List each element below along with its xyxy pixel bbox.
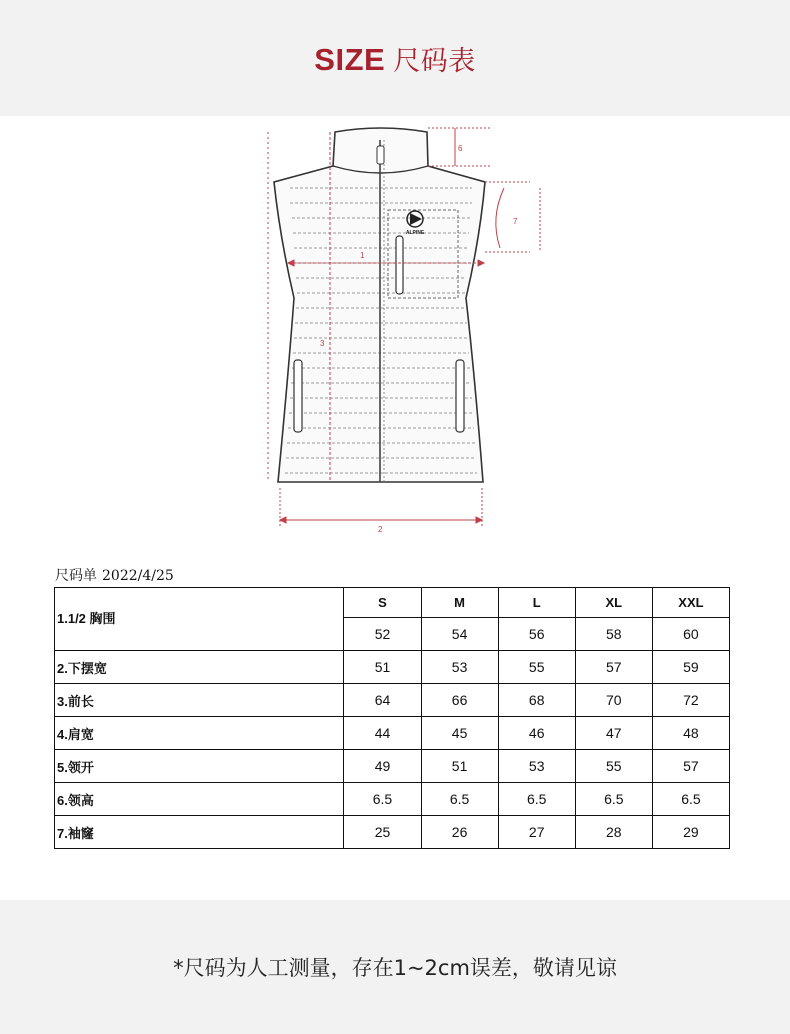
table-cell: 6.5 (498, 783, 575, 816)
table-cell: 55 (575, 750, 652, 783)
table-cell: 28 (575, 816, 652, 849)
table-cell: 60 (652, 618, 729, 651)
table-cell: 59 (652, 651, 729, 684)
row-label: 1.1/2 胸围 (55, 588, 344, 651)
mark-2: 2 (378, 525, 383, 534)
table-cell: 70 (575, 684, 652, 717)
table-cell: 53 (498, 750, 575, 783)
mark-6: 6 (458, 144, 463, 153)
table-cell: 55 (498, 651, 575, 684)
mark-7: 7 (513, 217, 518, 226)
table-cell: 46 (498, 717, 575, 750)
table-cell: 44 (344, 717, 421, 750)
table-cell: 47 (575, 717, 652, 750)
table-cell: 58 (575, 618, 652, 651)
size-header: L (498, 588, 575, 618)
left-pocket-zip (294, 360, 302, 432)
size-header: XL (575, 588, 652, 618)
table-cell: 6.5 (344, 783, 421, 816)
table-caption-date: 2022/4/25 (102, 568, 174, 584)
table-cell: 68 (498, 684, 575, 717)
brand-logo-text: ALPINE (405, 230, 425, 236)
row-label: 2.下摆宽 (55, 651, 344, 684)
mark-1: 1 (360, 251, 365, 260)
size-header-row (55, 588, 730, 618)
table-cell: 54 (421, 618, 498, 651)
chest-pocket-zip (396, 236, 403, 294)
size-table (54, 587, 730, 849)
table-caption (55, 565, 179, 585)
table-cell: 53 (421, 651, 498, 684)
table-cell: 72 (652, 684, 729, 717)
table-row (55, 651, 730, 684)
table-cell: 66 (421, 684, 498, 717)
row-label: 7.袖窿 (55, 816, 344, 849)
table-row (55, 717, 730, 750)
table-row (55, 684, 730, 717)
table-cell: 52 (344, 618, 421, 651)
table-cell: 57 (652, 750, 729, 783)
size-header: XXL (652, 588, 729, 618)
size-header: S (344, 588, 421, 618)
title-zh: 尺码表 (393, 45, 476, 77)
table-row (55, 750, 730, 783)
table-cell: 48 (652, 717, 729, 750)
table-cell: 51 (421, 750, 498, 783)
footer-band (0, 900, 790, 1034)
table-cell: 25 (344, 816, 421, 849)
row-label: 4.肩宽 (55, 717, 344, 750)
table-caption-label: 尺码单 (55, 568, 97, 584)
table-cell: 29 (652, 816, 729, 849)
header-band (0, 0, 790, 116)
right-pocket-zip (456, 360, 464, 432)
table-row (55, 783, 730, 816)
table-cell: 49 (344, 750, 421, 783)
table-row (55, 816, 730, 849)
row-label: 6.领高 (55, 783, 344, 816)
title-en: SIZE (314, 41, 386, 77)
row-label: 3.前长 (55, 684, 344, 717)
table-cell: 27 (498, 816, 575, 849)
table-cell: 51 (344, 651, 421, 684)
table-cell: 56 (498, 618, 575, 651)
mark-3: 3 (320, 339, 325, 348)
zipper-pull (377, 146, 384, 164)
vest-measurement-diagram (200, 118, 600, 550)
table-cell: 26 (421, 816, 498, 849)
table-cell: 6.5 (575, 783, 652, 816)
size-header: M (421, 588, 498, 618)
table-cell: 45 (421, 717, 498, 750)
measurement-disclaimer: *尺码为人工测量，存在1~2cm误差，敬请见谅 (173, 956, 617, 980)
table-cell: 6.5 (652, 783, 729, 816)
table-cell: 64 (344, 684, 421, 717)
page-title (314, 39, 475, 78)
row-label: 5.领开 (55, 750, 344, 783)
table-cell: 57 (575, 651, 652, 684)
table-cell: 6.5 (421, 783, 498, 816)
